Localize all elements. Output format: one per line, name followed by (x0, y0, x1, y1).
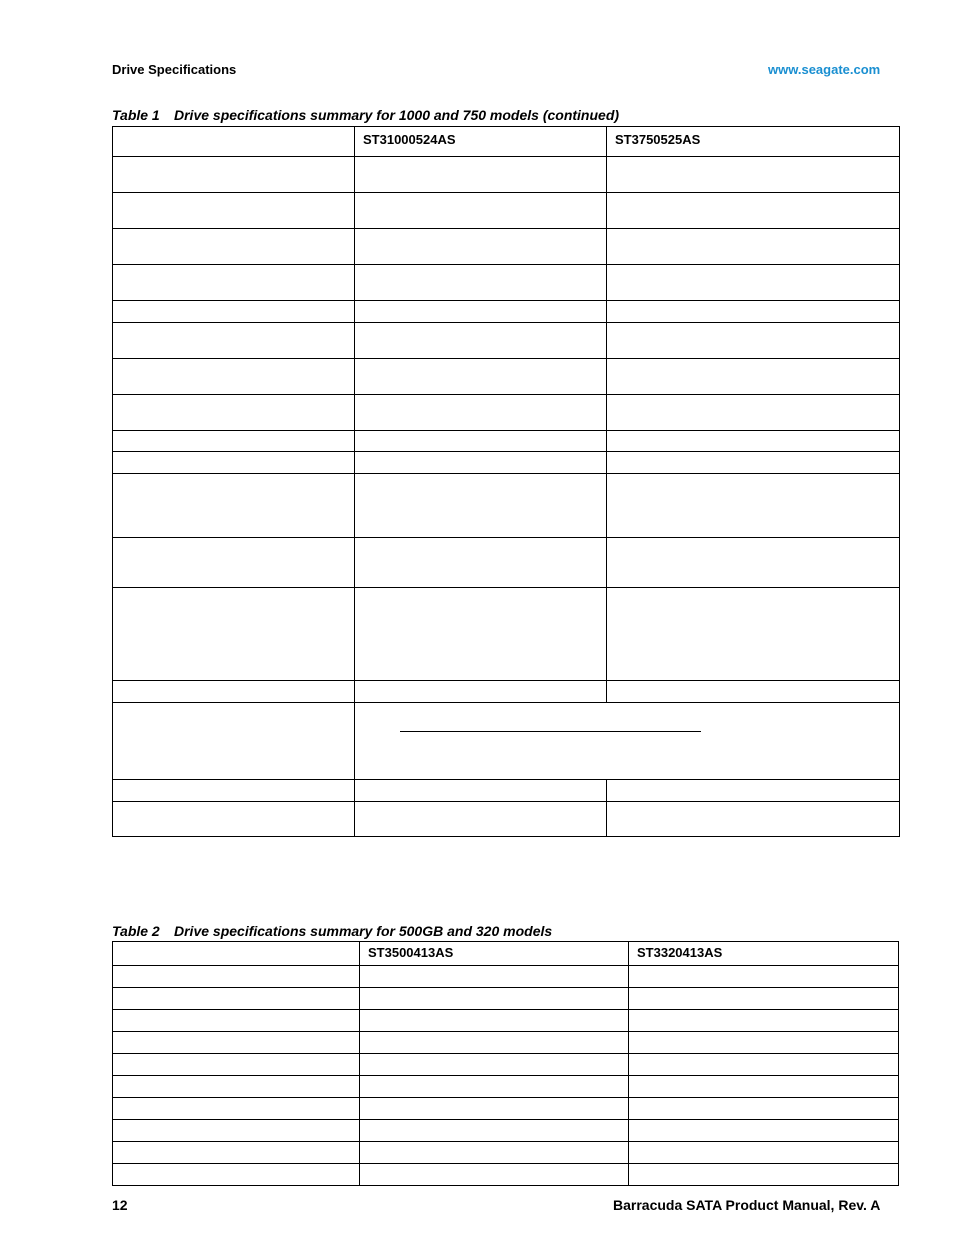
merged-value-cell (355, 703, 900, 780)
table-row (113, 1010, 899, 1032)
table-header-row (113, 942, 899, 966)
header-cell-empty (113, 942, 360, 966)
header-cell-model-2: ST3320413AS (629, 942, 899, 966)
table-row (113, 1120, 899, 1142)
table1-number: Table 1 (112, 107, 160, 123)
table-row (113, 538, 900, 588)
table-row (113, 1164, 899, 1186)
table-row (113, 1032, 899, 1054)
table-row (113, 588, 900, 681)
table-row (113, 1098, 899, 1120)
table2-number: Table 2 (112, 923, 160, 939)
header-cell-model-2: ST3750525AS (607, 127, 900, 157)
table1-title: Drive specifications summary for 1000 and 750 models (continued) (174, 107, 620, 123)
table-row (113, 802, 900, 837)
manual-title: Barracuda SATA Product Manual, Rev. A (613, 1197, 881, 1213)
table-row (113, 301, 900, 323)
table-row (113, 229, 900, 265)
table-row (113, 474, 900, 538)
table-row (113, 988, 899, 1010)
seagate-website-link[interactable]: www.seagate.com (768, 62, 881, 77)
table-row-merged (113, 703, 900, 780)
table-row (113, 452, 900, 474)
table-row (113, 193, 900, 229)
page-number: 12 (112, 1197, 128, 1213)
table-row (113, 1142, 899, 1164)
table-row (113, 395, 900, 431)
running-header-section: Drive Specifications (112, 62, 237, 77)
table-row (113, 157, 900, 193)
header-cell-model-1: ST3500413AS (360, 942, 629, 966)
table-row (113, 1076, 899, 1098)
spec-table-500-320 (112, 941, 899, 1186)
table2-title: Drive specifications summary for 500GB and 320 models (174, 923, 553, 939)
table-row (113, 780, 900, 802)
table-row (113, 431, 900, 452)
table-row (113, 265, 900, 301)
table2-caption (112, 923, 552, 939)
table-row (113, 323, 900, 359)
table-row (113, 681, 900, 703)
header-cell-empty (113, 127, 355, 157)
underlined-link-line[interactable] (400, 731, 701, 732)
table-row (113, 359, 900, 395)
table1-caption (112, 107, 619, 123)
header-cell-model-1: ST31000524AS (355, 127, 607, 157)
table-row (113, 1054, 899, 1076)
table-header-row (113, 127, 900, 157)
table-row (113, 966, 899, 988)
